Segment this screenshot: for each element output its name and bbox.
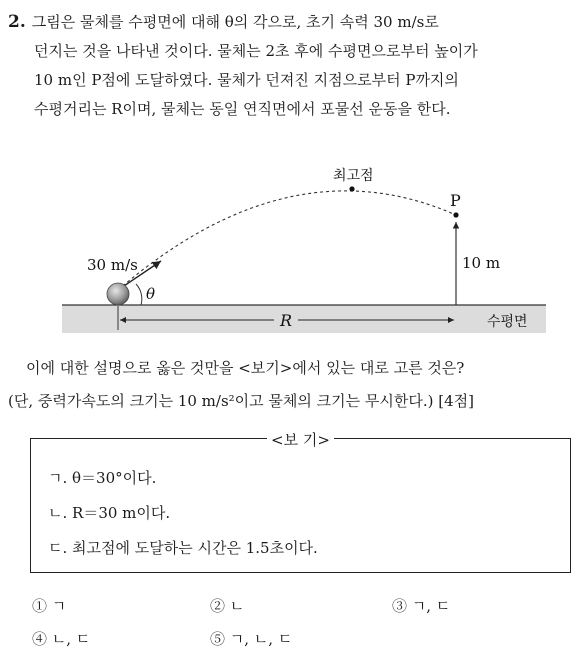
bogi-item-1: ㄱ. θ＝30°이다. — [48, 469, 157, 487]
bogi-item-2: ㄴ. R＝30 m이다. — [48, 504, 171, 522]
height-label: 10 m — [462, 254, 501, 272]
choice-3[interactable]: ③ ㄱ, ㄷ — [392, 597, 451, 615]
question-line-1: 2. 그림은 물체를 수평면에 대해 θ의 각으로, 초기 속력 30 m/s로 — [8, 12, 439, 32]
question-number: 2. — [8, 12, 26, 32]
trajectory-path — [118, 191, 456, 290]
choice-2[interactable]: ② ㄴ — [210, 597, 245, 615]
prompt-text — [8, 352, 583, 418]
point-p-label: P — [450, 191, 461, 210]
prompt-line-1: 이에 대한 설명으로 옳은 것만을 <보기>에서 있는 대로 고른 것은? — [26, 359, 465, 377]
speed-label: 30 m/s — [87, 256, 138, 274]
question-line-4: 수평거리는 R이며, 물체는 동일 연직면에서 포물선 운동을 한다. — [34, 100, 451, 118]
bogi-item-3: ㄷ. 최고점에 도달하는 시간은 1.5초이다. — [48, 539, 318, 557]
point-p — [453, 212, 458, 217]
choice-4[interactable]: ④ ㄴ, ㄷ — [32, 630, 91, 648]
choice-1[interactable]: ① ㄱ — [32, 597, 67, 615]
ground — [62, 305, 546, 333]
angle-label: θ — [146, 285, 156, 303]
bogi-box — [30, 431, 571, 573]
bogi-title: <보 기> — [31, 429, 570, 450]
prompt-line-2: (단, 중력가속도의 크기는 10 m/s²이고 물체의 크기는 무시한다.) [4점] — [8, 392, 474, 410]
peak-point — [349, 186, 354, 191]
question-line-2: 던지는 것을 나타낸 것이다. 물체는 2초 후에 수평면으로부터 높이가 — [34, 42, 478, 60]
ball — [107, 283, 129, 305]
angle-arc — [136, 284, 142, 305]
question-line-3: 10 m인 P점에 도달하였다. 물체가 던져진 지점으로부터 P까지의 — [34, 71, 459, 89]
choice-5[interactable]: ⑤ ㄱ, ㄴ, ㄷ — [210, 630, 293, 648]
peak-label: 최고점 — [333, 168, 374, 184]
question-text — [8, 8, 578, 124]
distance-label: R — [280, 311, 293, 330]
projectile-diagram — [0, 160, 585, 345]
ground-label: 수평면 — [487, 314, 528, 330]
